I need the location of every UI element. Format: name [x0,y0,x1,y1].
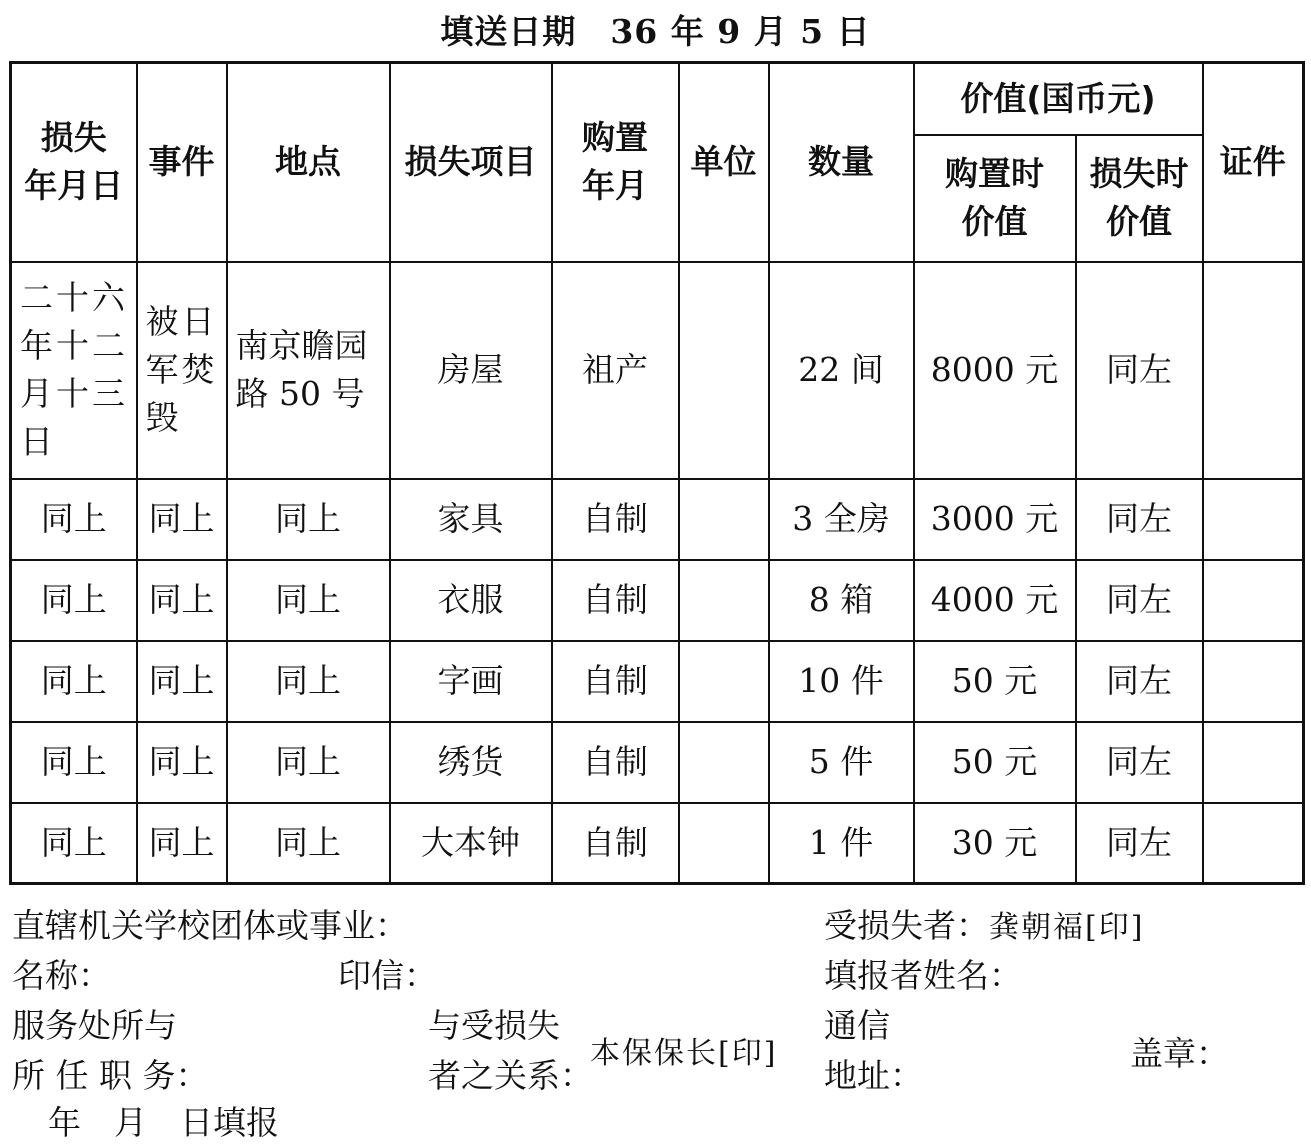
header-event: 事件 [137,63,227,262]
cell-loss-date: 同上 [11,641,137,722]
cell-value-purchase: 8000 元 [914,262,1076,479]
footer-relation-line1: 与受损失 [428,1006,560,1045]
cell-unit [679,803,769,884]
cell-event: 同上 [137,722,227,803]
cell-unit [679,722,769,803]
cell-purchase-date: 自制 [552,722,679,803]
cell-value-purchase: 30 元 [914,803,1076,884]
footer-relation-line2: 者之关系： [428,1056,593,1095]
cell-loss-date: 同上 [11,479,137,560]
cell-purchase-date: 自制 [552,560,679,641]
header-loss-date: 损失 年月日 [11,63,137,262]
cell-quantity: 8 箱 [769,560,914,641]
cell-value-purchase: 4000 元 [914,560,1076,641]
header-value-loss: 损失时 价值 [1076,135,1203,262]
cell-location: 南京瞻园路 50 号 [227,262,390,479]
cell-quantity: 5 件 [769,722,914,803]
cell-quantity: 1 件 [769,803,914,884]
footer-service-line2: 所 任 职 务： [12,1056,209,1095]
cell-loss-date: 二十六年十二月十三日 [11,262,137,479]
cell-event: 同上 [137,641,227,722]
victim-label: 受损失者： [824,906,989,945]
cell-value-loss: 同左 [1076,262,1203,479]
cell-location: 同上 [227,803,390,884]
cell-value-purchase: 3000 元 [914,479,1076,560]
cell-item: 衣服 [390,560,552,641]
cell-certificate [1203,262,1304,479]
cell-item: 房屋 [390,262,552,479]
cell-loss-date: 同上 [11,560,137,641]
cell-loss-date: 同上 [11,803,137,884]
cell-item: 字画 [390,641,552,722]
cell-value-loss: 同左 [1076,722,1203,803]
cell-purchase-date: 自制 [552,641,679,722]
cell-certificate [1203,641,1304,722]
footer-seal: 印信： [338,956,437,995]
cell-unit [679,262,769,479]
cell-value-loss: 同左 [1076,479,1203,560]
cell-location: 同上 [227,722,390,803]
cell-certificate [1203,479,1304,560]
cell-purchase-date: 祖产 [552,262,679,479]
cell-quantity: 10 件 [769,641,914,722]
loss-report-table [9,61,1305,885]
header-certificate: 证件 [1203,63,1304,262]
header-purchase-date: 购置 年月 [552,63,679,262]
footer-relation-value: 本保保长[印] [590,1036,778,1071]
cell-value-loss: 同左 [1076,560,1203,641]
cell-unit [679,560,769,641]
cell-quantity: 22 间 [769,262,914,479]
cell-value-purchase: 50 元 [914,722,1076,803]
header-location: 地点 [227,63,390,262]
cell-purchase-date: 自制 [552,803,679,884]
cell-quantity: 3 全房 [769,479,914,560]
cell-value-loss: 同左 [1076,641,1203,722]
table-row [11,262,1304,479]
cell-certificate [1203,560,1304,641]
footer-service-line1: 服务处所与 [12,1006,177,1045]
cell-event: 同上 [137,479,227,560]
footer-stamp: 盖章： [1130,1034,1229,1073]
table-row [11,641,1304,722]
cell-item: 家具 [390,479,552,560]
cell-certificate [1203,722,1304,803]
cell-certificate [1203,803,1304,884]
cell-unit [679,479,769,560]
cell-purchase-date: 自制 [552,479,679,560]
footer-reporter: 填报者姓名： [824,956,1022,995]
cell-value-loss: 同左 [1076,803,1203,884]
cell-event: 同上 [137,803,227,884]
header-unit: 单位 [679,63,769,262]
footer-address-line2: 地址： [824,1056,923,1095]
footer-org-line2: 名称： [12,956,111,995]
header-value-group: 价值(国币元) [914,63,1203,135]
victim-name: 龚朝福[印] [989,910,1145,945]
header-value-purchase: 购置时 价值 [914,135,1076,262]
footer-address-line1: 通信 [824,1006,890,1045]
table-row [11,722,1304,803]
table-row [11,803,1304,884]
table-row [11,560,1304,641]
cell-loss-date: 同上 [11,722,137,803]
header-quantity: 数量 [769,63,914,262]
footer-victim-label [824,900,1144,947]
cell-unit [679,641,769,722]
table-row [11,479,1304,560]
cell-location: 同上 [227,641,390,722]
header-item: 损失项目 [390,63,552,262]
cell-value-purchase: 50 元 [914,641,1076,722]
footer-date-line: 年 月 日填报 [48,1103,279,1142]
cell-item: 大本钟 [390,803,552,884]
cell-event: 被日军焚毁 [137,262,227,479]
cell-item: 绣货 [390,722,552,803]
cell-event: 同上 [137,560,227,641]
form-title: 填送日期 36 年 9 月 5 日 [440,12,871,51]
cell-location: 同上 [227,479,390,560]
footer-org-line1: 直辖机关学校团体或事业： [12,906,408,945]
cell-location: 同上 [227,560,390,641]
